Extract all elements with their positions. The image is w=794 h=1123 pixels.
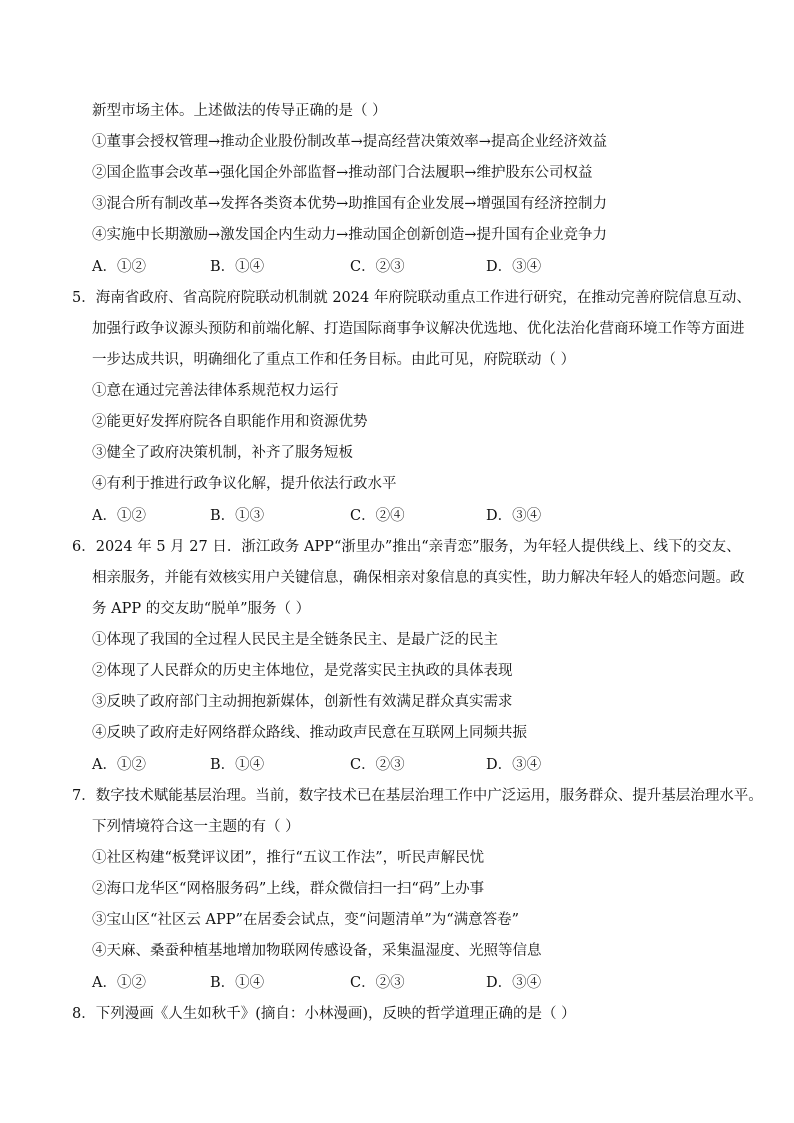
question-4-option-1: ①董事会授权管理→推动企业股份制改革→提高经营决策效率→提高企业经济效益 xyxy=(92,134,607,150)
question-4-option-4: ④实施中长期激励→激发国企内生动力→推动国企创新创造→提升国有企业竞争力 xyxy=(92,227,607,243)
question-5-option-2: ②能更好发挥府院各自职能作用和资源优势 xyxy=(92,414,368,430)
question-5-option-1: ①意在通过完善法律体系规范权力运行 xyxy=(92,383,339,399)
choice-a: A．①② xyxy=(92,975,146,991)
choice-d: D．③④ xyxy=(486,259,542,275)
choice-d: D．③④ xyxy=(486,975,542,991)
choice-a: A．①② xyxy=(92,508,146,524)
question-7-option-2: ②海口龙华区“网格服务码”上线，群众微信扫一扫“码”上办事 xyxy=(92,881,485,897)
choice-c: C．②④ xyxy=(350,508,405,524)
question-6-option-1: ①体现了我国的全过程人民民主是全链条民主、是最广泛的民主 xyxy=(92,632,498,648)
question-7-stem-line-2: 下列情境符合这一主题的有（ ） xyxy=(92,819,300,835)
question-5-option-3: ③健全了政府决策机制，补齐了服务短板 xyxy=(92,445,353,461)
question-8-stem: 8．下列漫画《人生如秋千》(摘自：小林漫画)，反映的哲学道理正确的是（ ） xyxy=(72,1006,576,1022)
question-5-stem-line-1: 5．海南省政府、省高院府院联动机制就 2024 年府院联动重点工作进行研究，在推动完善府院信息互动、 xyxy=(72,290,751,306)
question-5-option-4: ④有利于推进行政争议化解，提升依法行政水平 xyxy=(92,476,397,492)
question-6-stem-line-1: 6．2024 年 5 月 27 日．浙江政务 APP“浙里办”推出“亲青恋”服务，为年轻人提供线上、线下的交友、 xyxy=(72,539,741,555)
question-7-option-1: ①社区构建“板凳评议团”，推行“五议工作法”，听民声解民忧 xyxy=(92,850,485,866)
question-4-stem: 新型市场主体。上述做法的传导正确的是（ ） xyxy=(92,103,387,119)
choice-b: B．①④ xyxy=(210,259,265,275)
question-6-option-4: ④反映了政府走好网络群众路线、推动政声民意在互联网上同频共振 xyxy=(92,725,527,741)
choice-b: B．①④ xyxy=(210,975,265,991)
question-5-stem-line-2: 加强行政争议源头预防和前端化解、打造国际商事争议解决优选地、优化法治化营商环境工作等方面进 xyxy=(92,321,745,337)
choice-d: D．③④ xyxy=(486,508,542,524)
choice-b: B．①③ xyxy=(210,508,265,524)
question-4-option-2: ②国企监事会改革→强化国企外部监督→推动部门合法履职→维护股东公司权益 xyxy=(92,165,593,181)
question-6-option-3: ③反映了政府部门主动拥抱新媒体，创新性有效满足群众真实需求 xyxy=(92,694,513,710)
question-6-option-2: ②体现了人民群众的历史主体地位，是党落实民主执政的具体表现 xyxy=(92,663,513,679)
choice-b: B．①④ xyxy=(210,757,265,773)
question-6-stem-line-2: 相亲服务，并能有效核实用户关键信息，确保相亲对象信息的真实性，助力解决年轻人的婚恋问题。政 xyxy=(92,570,745,586)
choice-d: D．③④ xyxy=(486,757,542,773)
choice-c: C．②③ xyxy=(350,757,405,773)
question-7-option-3: ③宝山区“社区云 APP”在居委会试点，变“问题清单”为“满意答卷” xyxy=(92,912,520,928)
question-7-stem-line-1: 7．数字技术赋能基层治理。当前，数字技术已在基层治理工作中广泛运用，服务群众、提升基层治理水平。 xyxy=(72,788,763,804)
choice-a: A．①② xyxy=(92,259,146,275)
question-6-stem-line-3: 务 APP 的交友助“脱单”服务（ ） xyxy=(92,601,311,617)
question-7-option-4: ④天麻、桑蚕种植基地增加物联网传感设备，采集温湿度、光照等信息 xyxy=(92,943,542,959)
choice-a: A．①② xyxy=(92,757,146,773)
choice-c: C．②③ xyxy=(350,975,405,991)
question-5-stem-line-3: 一步达成共识，明确细化了重点工作和任务目标。由此可见，府院联动（ ） xyxy=(92,352,576,368)
question-4-option-3: ③混合所有制改革→发挥各类资本优势→助推国有企业发展→增强国有经济控制力 xyxy=(92,196,607,212)
choice-c: C．②③ xyxy=(350,259,405,275)
